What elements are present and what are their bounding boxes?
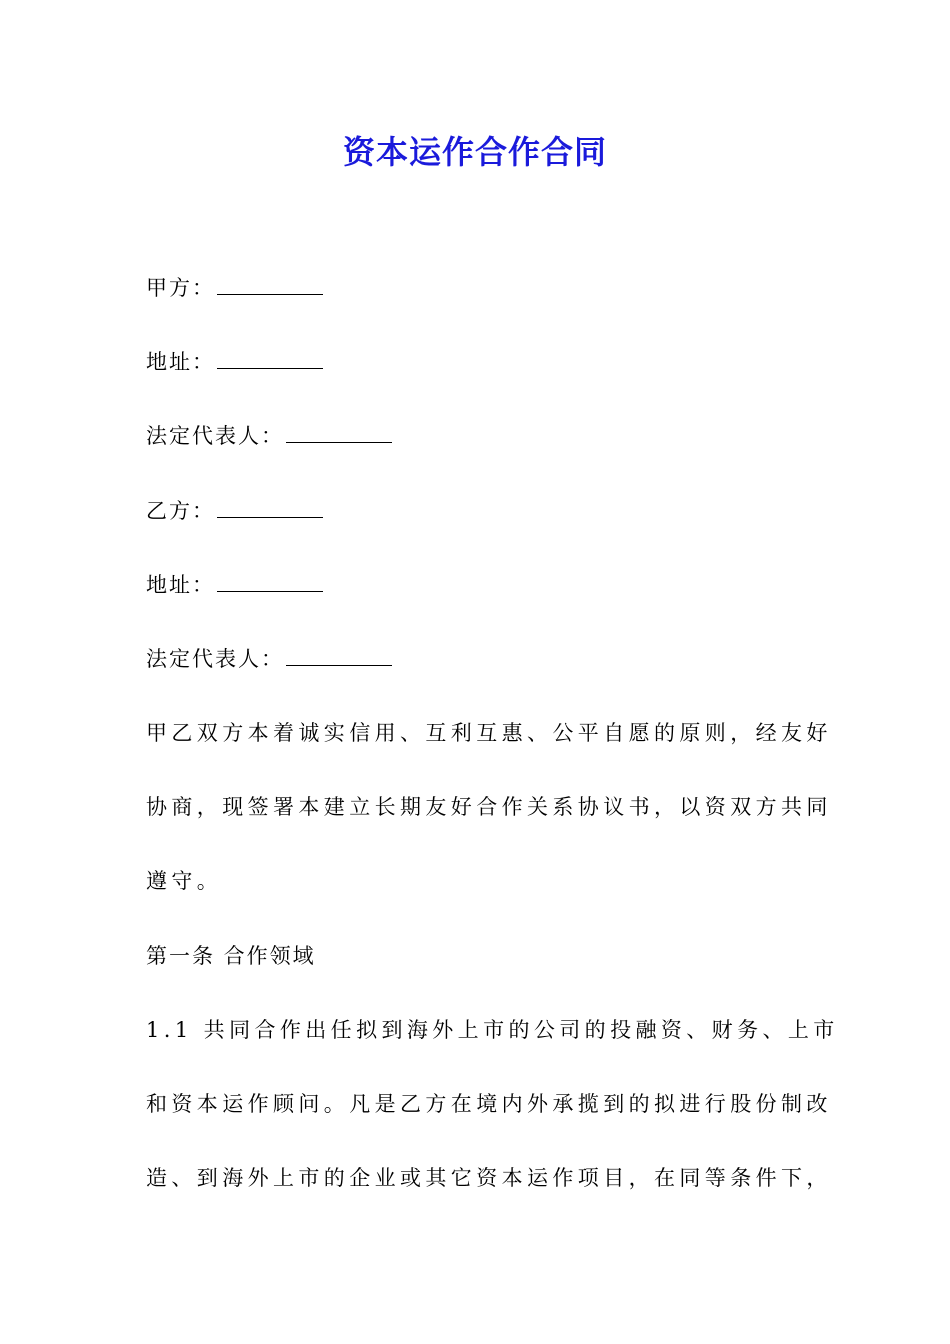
intro-line: 甲乙双方本着诚实信用、互利互惠、公平自愿的原则，经友好 <box>146 721 832 745</box>
intro-line: 协商，现签署本建立长期友好合作关系协议书，以资双方共同 <box>146 795 832 819</box>
article-1-line: 造、到海外上市的企业或其它资本运作项目，在同等条件下， <box>146 1166 832 1190</box>
article-1-heading: 第一条 合作领域 <box>146 944 316 968</box>
party-b-name-label: 乙方： <box>146 499 215 523</box>
party-a-address-label: 地址： <box>146 350 215 374</box>
intro-line: 遵守。 <box>146 869 223 893</box>
party-a-address-field <box>146 346 323 377</box>
party-a-name-blank[interactable] <box>217 272 323 295</box>
party-a-rep-label: 法定代表人： <box>146 424 284 448</box>
party-a-address-blank[interactable] <box>217 346 323 369</box>
party-b-rep-label: 法定代表人： <box>146 647 284 671</box>
party-b-name-blank[interactable] <box>217 495 323 518</box>
party-b-rep-blank[interactable] <box>286 643 392 666</box>
party-a-rep-blank[interactable] <box>286 420 392 443</box>
party-b-name-field <box>146 495 323 526</box>
party-b-rep-field <box>146 643 392 674</box>
party-a-name-field <box>146 272 323 303</box>
article-1-line: 1.1 共同合作出任拟到海外上市的公司的投融资、财务、上市 <box>146 1018 839 1042</box>
party-a-rep-field <box>146 420 392 451</box>
party-a-name-label: 甲方： <box>146 276 215 300</box>
party-b-address-label: 地址： <box>146 573 215 597</box>
document-title: 资本运作合作合同 <box>342 133 607 171</box>
article-1-paragraph <box>146 1015 839 1237</box>
article-1-line: 和资本运作顾问。凡是乙方在境内外承揽到的拟进行股份制改 <box>146 1092 832 1116</box>
party-b-address-blank[interactable] <box>217 569 323 592</box>
party-b-address-field <box>146 569 323 600</box>
intro-paragraph <box>146 718 832 940</box>
